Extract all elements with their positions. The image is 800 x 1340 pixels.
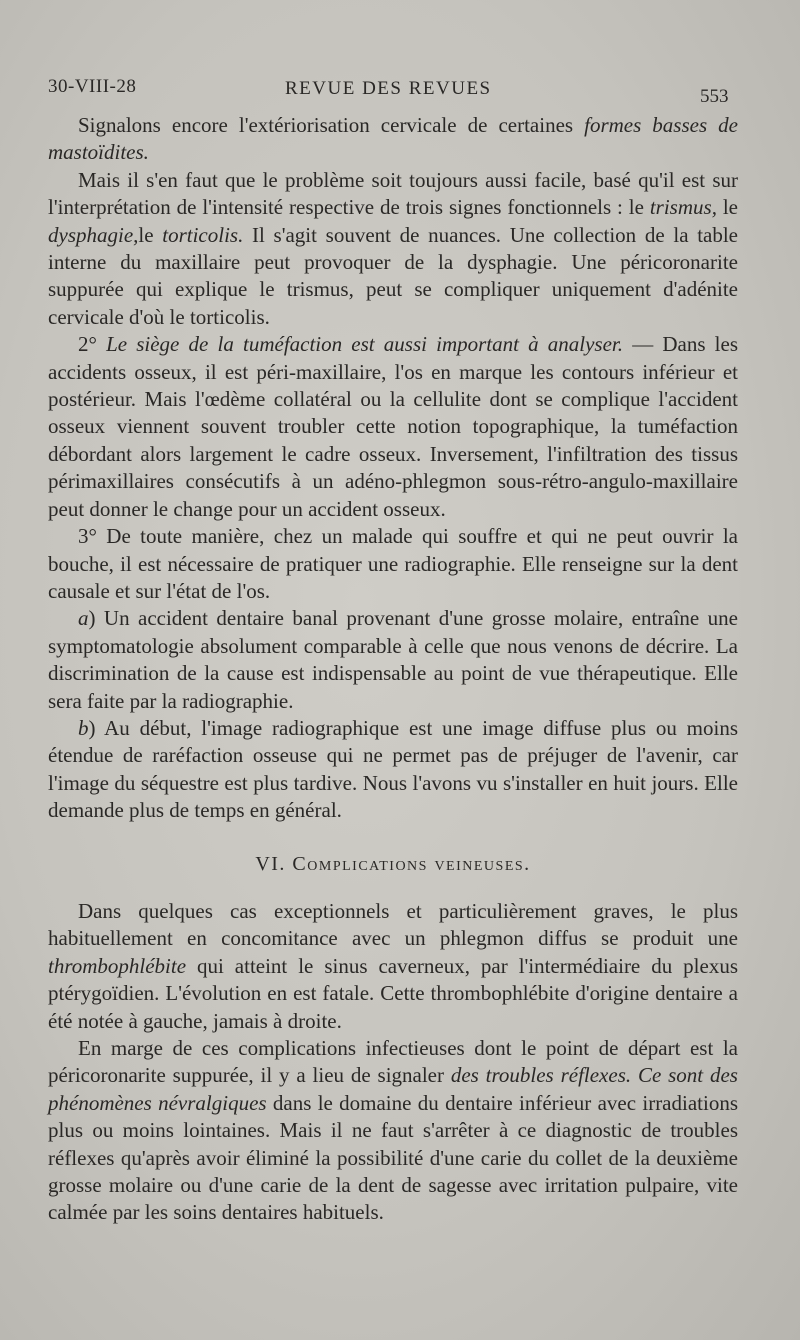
text-segment: ) Un accident dentaire banal provenant d'une grosse molaire, entraîne une symptomatologie absolument comparable à celle que nous venons de décrire. La discrimination de la cause est indispensable au point de vue thérapeutique. Elle sera faite par la radiographie. [48,606,738,713]
paragraph [48,898,738,1035]
text-segment: dans le domaine du dentaire inférieur avec irradiations plus ou moins lointaines. Mais il ne faut s'arrêter à ce diagnostic de troubles réflexes qu'après avoir éliminé la possibilité d'une carie du collet de la deuxième grosse molaire ou d'une carie de la dent de sagesse avec irritation pulpaire, vite calmée par les soins dentaires habituels. [48,1090,738,1225]
italic-text: des troubles réflexes. Ce sont des phénomènes névralgiques [48,1063,738,1115]
italic-text: formes basses de mastoïdites. [48,113,738,165]
text-segment: — Dans les accidents osseux, il est péri-maxillaire, l'os en marque les contours inférieur et postérieur. Mais l'œdème collatéral ou la cellulite dont se complique l'accident osseux viennent souvent troubler cette notion topographique, la tuméfaction débordant alors largement le cadre osseux. Inversement, l'infiltration des tissus périmaxillaires consécutifs à un adéno-phlegmon sous-rétro-angulo-maxillaire peut donner le change pour un accident osseux. [48,332,738,521]
text-segment: Mais il s'en faut que le problème soit toujours aussi facile, basé qu'il est sur l'interprétation de l'intensité respective de trois signes fonctionnels : le [48,167,738,220]
paragraphs-before-section [48,112,738,825]
italic-text: torticolis. [162,222,244,247]
paragraph [48,715,738,825]
text-segment: qui atteint le sinus caverneux, par l'intermédiaire du plexus ptérygoïdien. L'évolution en est fatale. Cette thrombophlébite d'origine dentaire a été notée à gauche, jamais à droite. [48,953,738,1033]
article-body [48,112,738,1227]
text-segment: 2° [78,332,107,357]
paragraphs-after-section [48,898,738,1227]
paragraph [48,1035,738,1227]
italic-text: b [78,715,89,740]
paragraph [48,167,738,331]
text-segment: Dans quelques cas exceptionnels et particulièrement graves, le plus habituellement en concomitance avec un phlegmon diffus se produit une [48,898,738,951]
italic-text: Le siège de la tuméfaction est aussi important à analyser. [106,332,624,357]
text-segment: le [716,195,739,220]
section-title: VI. Complications veineuses. [255,852,531,875]
text-segment: le [138,222,163,247]
italic-text: a [78,606,89,631]
header-journal-title: REVUE DES REVUES [285,78,492,99]
italic-text: trismus, [649,195,717,220]
text-segment: ) Au début, l'image radiographique est une image diffuse plus ou moins étendue de raréfaction osseuse qui ne permet pas de préjuger de l'avenir, car l'image du séquestre est plus tardive. Nous l'avons vu s'installer en huit jours. Elle demande plus de temps en général. [48,715,738,823]
header-date: 30-VIII-28 [48,76,137,97]
paragraph [48,605,738,715]
paragraph [48,331,738,523]
text-segment: Signalons encore l'extériorisation cervicale de certaines [78,113,585,137]
running-header [0,76,800,116]
italic-text: thrombophlébite [48,953,187,978]
paragraph [48,112,738,167]
italic-text: dysphagie, [48,222,139,247]
text-segment: En marge de ces complications infectieuses dont le point de départ est la péricoronarite suppurée, il y a lieu de signaler [48,1036,738,1088]
paragraph [48,523,738,605]
text-segment: 3° De toute manière, chez un malade qui souffre et qui ne peut ouvrir la bouche, il est nécessaire de pratiquer une radiographie. Elle renseigne sur la dent causale et sur l'état de l'os. [48,524,738,603]
text-segment: Il s'agit souvent de nuances. Une collection de la table interne du maxillaire peut provoquer de la dysphagie. Une péricoronarite suppurée qui explique le trismus, peut se compliquer uniquement d'adénite cervicale d'où le torticolis. [48,222,738,329]
page-number: 553 [700,86,729,107]
